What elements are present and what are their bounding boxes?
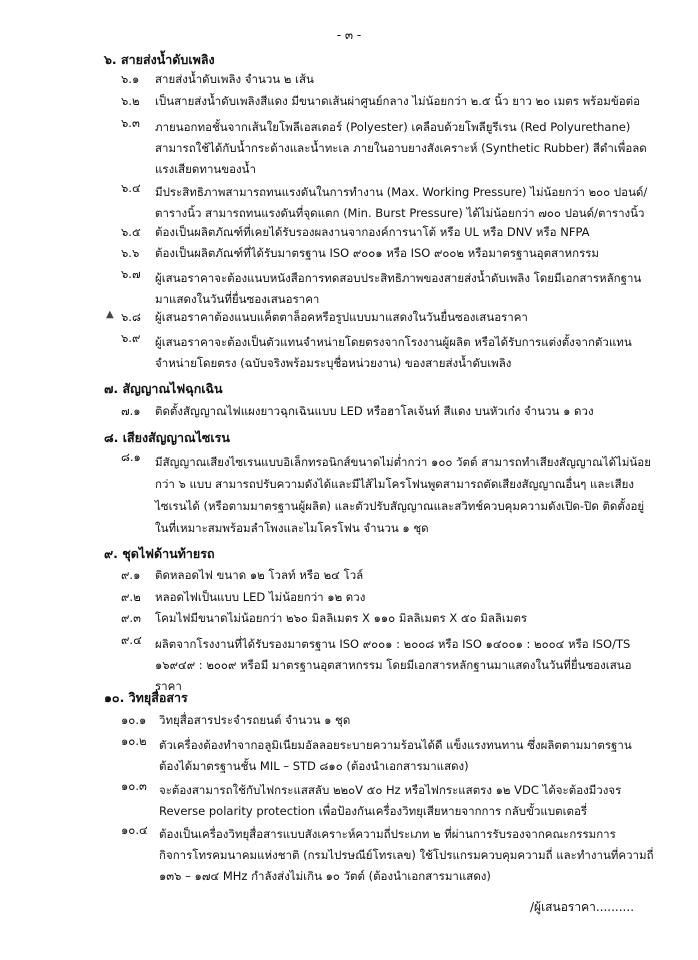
- item-number: ๖.๑: [121, 72, 140, 86]
- list-item: [121, 332, 641, 374]
- item-text: มีสัญญาณเสียงไซเรนแบบอิเล็กทรอนิกส์ขนาดไม่ต่ำกว่า ๑๐๐ วัตต์ สามารถทำเสียงสัญญาณได้ไม่น้อย: [155, 455, 651, 469]
- item-text: ต้องเป็นผลิตภัณฑ์ที่ได้รับมาตรฐาน ISO ๙๐๐๑ หรือ ISO ๙๐๐๒ หรือมาตรฐานอุตสาหกรรม: [155, 246, 600, 260]
- item-text: ภายนอกทอชั้นจากเส้นใยโพลีเอสเตอร์ (Polyester) เคลือบด้วยโพลียูรีเรน (Red Polyurethane): [155, 120, 631, 134]
- page-number: - ๓ -: [336, 28, 362, 42]
- item-text: ตัวเครื่องต้องทำจากอลูมิเนียมอัลลอยระบายความร้อนได้ดี แข็งแรงทนทาน ซึ่งผลิตตามมาตรฐาน: [159, 738, 632, 752]
- list-item: [121, 247, 641, 261]
- list-item: [121, 73, 641, 87]
- list-item: [121, 714, 641, 728]
- section-title-fire-hose: ๖. สายส่งน้ำดับเพลิง: [104, 52, 215, 67]
- item-text: มีประสิทธิภาพสามารถทนแรงดันในการทำงาน (Max. Working Pressure) ไม่น้อยกว่า ๒๐๐ ปอนด์/: [155, 185, 648, 199]
- item-text: กว่า ๖ แบบ สามารถปรับความดังได้และมีไส้ไมโครโฟนพูดสามารถตัดเสียงสัญญาณอื่นๆ และเสียง: [155, 477, 634, 491]
- item-number: ๖.๘: [121, 310, 141, 324]
- item-number: ๙.๓: [121, 611, 141, 625]
- item-text: มาแสดงในวันที่ยื่นซองเสนอราคา: [155, 292, 320, 306]
- list-item: [121, 268, 641, 310]
- list-item: [121, 780, 641, 822]
- item-text: แรงเสียดทานของน้ำ: [155, 162, 256, 176]
- item-text: ต้องได้มาตรฐานชั้น MIL – STD ๘๑๐ (ต้องนำเอกสารมาแสดง): [159, 759, 469, 773]
- list-item: [121, 226, 641, 240]
- item-text: ไซเรนได้ (หรือตามมาตรฐานผู้ผลิต) และตัวปรับสัญญาณและสวิทช์ควบคุมความดังเปิด-ปิด ติดตั้งอยู่: [155, 499, 645, 513]
- item-text: เป็นสายส่งน้ำดับเพลิงสีแดง มีขนาดเส้นผ่าศูนย์กลาง ไม่น้อยกว่า ๒.๕ นิ้ว ยาว ๒๐ เมตร พร้อมข้อต่อ: [155, 94, 640, 108]
- list-item: [121, 823, 654, 887]
- list-item: [121, 405, 641, 419]
- item-number: ๙.๒: [121, 590, 141, 604]
- item-text: ในที่เหมาะสมพร้อมลำโพงและไมโครโฟน จำนวน ๑ ชุด: [155, 521, 429, 535]
- item-text: วิทยุสื่อสารประจำรถยนต์ จำนวน ๑ ชุด: [159, 713, 351, 727]
- list-item: [121, 116, 647, 180]
- item-text: ผู้เสนอราคาจะต้องแนบหนังสือการทดสอบประสิทธิภาพของสายส่งน้ำดับเพลิง โดยมีเอกสารหลักฐาน: [155, 271, 642, 285]
- item-text: สายส่งน้ำดับเพลิง จำนวน ๒ เส้น: [155, 72, 314, 86]
- signature-line: /ผู้เสนอราคา..........: [530, 900, 635, 914]
- list-item: [121, 569, 641, 583]
- list-item: [121, 634, 641, 697]
- item-text: ผู้เสนอราคาต้องแนบแค็ตตาล็อคหรือรูปแบบมาแสดงในวันยื่นซองเสนอราคา: [155, 310, 528, 324]
- item-number: ๖.๕: [121, 225, 141, 239]
- item-text: ๑๓๖ – ๑๗๔ MHz กำลังส่งไม่เกิน ๑๐ วัตต์ (ต้องนำเอกสารมาแสดง): [159, 869, 491, 883]
- item-number: ๖.๓: [121, 116, 140, 130]
- item-text: กิจการโทรคมนาคมแห่งชาติ (กรมไปรษณีย์โทรเลข) ใช้โปรแกรมควบคุมความถี่ และทำงานที่ความถี่: [159, 848, 654, 862]
- section-title-emergency-light: ๗. สัญญาณไฟฉุกเฉิน: [104, 381, 223, 396]
- list-item: [121, 591, 641, 605]
- section-title-radio: ๑๐. วิทยุสื่อสาร: [104, 690, 188, 705]
- item-number: ๖.๖: [121, 246, 140, 260]
- item-number: ๙.๑: [121, 568, 141, 582]
- item-text: สามารถใช้ได้กับน้ำกระด้างและน้ำทะเล ภายในอาบยางสังเคราะห์ (Synthetic Rubber) สีดำเพื่อลด: [155, 141, 647, 155]
- margin-mark: ▲: [106, 309, 114, 320]
- item-number: ๖.๗: [121, 267, 141, 281]
- list-item: [121, 735, 641, 777]
- item-text: ผู้เสนอราคาจะต้องเป็นตัวแทนจำหน่ายโดยตรงจากโรงงานผู้ผลิต หรือได้รับการแต่งตั้งจากตัวแทน: [155, 335, 632, 349]
- item-text: หลอดไฟเป็นแบบ LED ไม่น้อยกว่า ๑๒ ดวง: [155, 590, 366, 604]
- section-title-rear-lights: ๙. ชุดไฟด้านท้ายรถ: [104, 546, 215, 561]
- item-number: ๖.๙: [121, 331, 141, 345]
- item-text: ตารางนิ้ว สามารถทนแรงดันที่จุดแตก (Min. Burst Pressure) ได้ไม่น้อยกว่า ๗๐๐ ปอนด์/ตารางนิ้ว: [155, 206, 645, 220]
- section-title-siren: ๘. เสียงสัญญาณไซเรน: [104, 430, 230, 445]
- item-text: ต้องเป็นผลิตภัณฑ์ที่เคยได้รับรองผลงานจากองค์การนาโต้ หรือ UL หรือ DNV หรือ NFPA: [155, 225, 590, 239]
- item-text: ต้องเป็นเครื่องวิทยุสื่อสารแบบสังเคราะห์ความถี่ประเภท ๒ ที่ผ่านการรับรองจากคณะกรรมการ: [159, 827, 616, 841]
- item-number: ๑๐.๒: [121, 734, 147, 748]
- item-text: ผลิตจากโรงงานที่ได้รับรองมาตรฐาน ISO ๙๐๐๑ : ๒๐๐๘ หรือ ISO ๑๔๐๐๑ : ๒๐๐๔ หรือ ISO/TS: [155, 637, 631, 651]
- item-text: ติดหลอดไฟ ขนาด ๑๒ โวลท์ หรือ ๒๔ โวล์: [155, 568, 364, 582]
- item-number: ๙.๔: [121, 633, 142, 647]
- item-text: จำหน่ายโดยตรง (ฉบับจริงพร้อมระบุชื่อหน่วยงาน) ของสายส่งน้ำดับเพลิง: [155, 356, 512, 370]
- list-item: [121, 450, 651, 539]
- list-item: [121, 612, 641, 626]
- item-text: โคมไฟมีขนาดไม่น้อยกว่า ๒๖๐ มิลลิเมตร X ๑๑๐ มิลลิเมตร X ๕๐ มิลลิเมตร: [155, 611, 528, 625]
- item-number: ๑๐.๑: [121, 713, 147, 727]
- item-number: ๗.๑: [121, 404, 141, 418]
- item-number: ๑๐.๔: [121, 823, 148, 837]
- item-text: Reverse polarity protection เพื่อป้องกันเครื่องวิทยุเสียหายจากการ กลับขั้วแบตเตอรี่: [159, 804, 588, 818]
- item-number: ๑๐.๓: [121, 779, 147, 793]
- list-item: [121, 95, 641, 109]
- item-text: ราคา: [155, 679, 182, 693]
- item-number: ๘.๑: [121, 450, 141, 464]
- list-item: [121, 311, 641, 325]
- item-number: ๖.๔: [121, 181, 141, 195]
- item-text: ๑๖๙๔๙ : ๒๐๐๙ หรือมี มาตรฐานอุตสาหกรรม โดยมีเอกสารหลักฐานมาแสดงในวันที่ยื่นซองเสนอ: [155, 658, 632, 672]
- list-item: [121, 181, 648, 224]
- item-text: จะต้องสามารถใช้กับไฟกระแสสลับ ๒๒๐V ๕๐ Hz หรือไฟกระแสตรง ๑๒ VDC ได้จะต้องมีวงจร: [159, 783, 622, 797]
- item-number: ๖.๒: [121, 94, 140, 108]
- item-text: ติดตั้งสัญญาณไฟแผงยาวฉุกเฉินแบบ LED หรือฮาโลเจ้นท์ สีแดง บนหัวเก๋ง จำนวน ๑ ดวง: [155, 404, 594, 418]
